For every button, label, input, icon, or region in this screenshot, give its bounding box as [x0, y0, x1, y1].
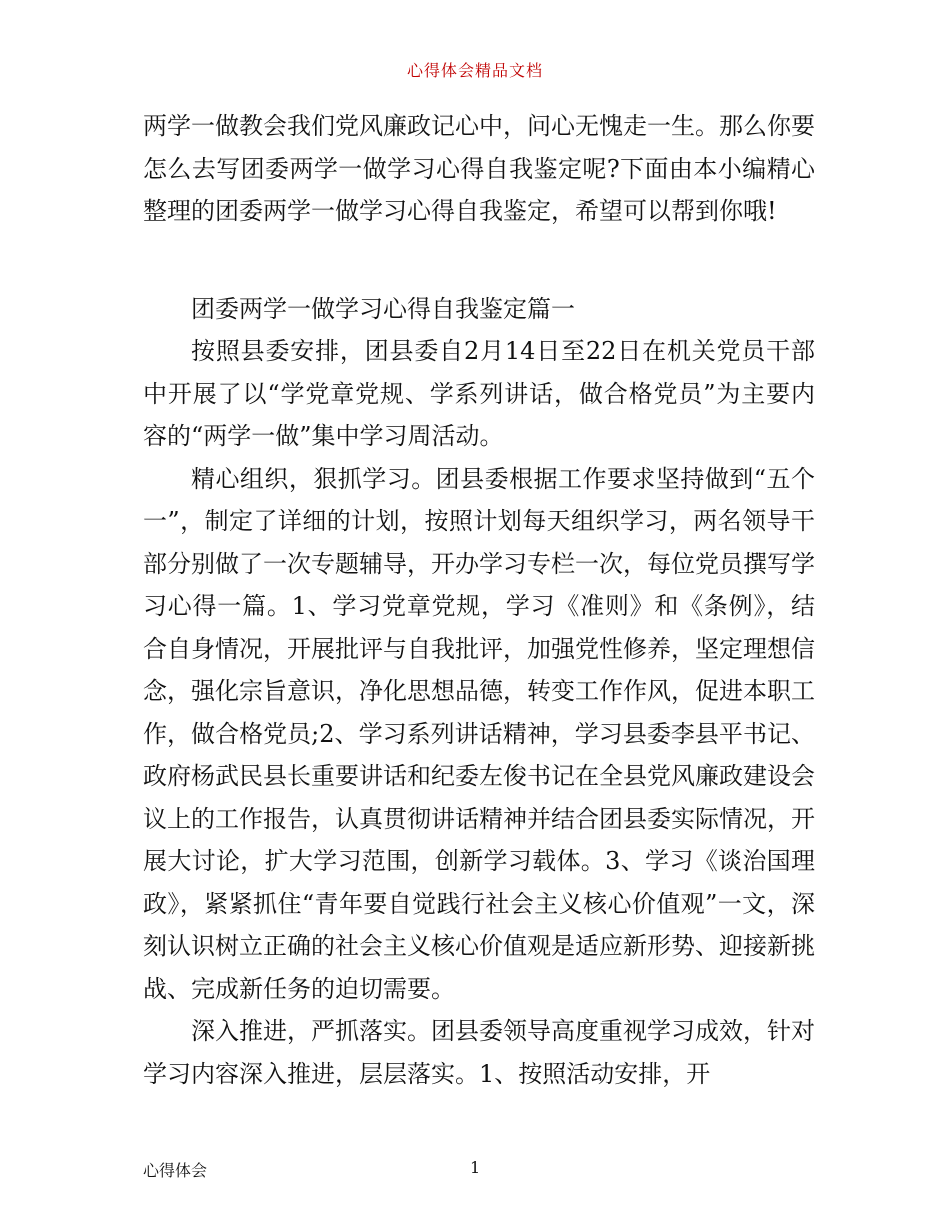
- document-body: [143, 105, 815, 1095]
- intro-paragraph: 两学一做教会我们党风廉政记心中，问心无愧走一生。那么你要怎么去写团委两学一做学习心得自我鉴定呢?下面由本小编精心整理的团委两学一做学习心得自我鉴定，希望可以帮到你哦!: [143, 112, 815, 225]
- page-number: 1: [470, 1158, 481, 1177]
- footer-label: 心得体会: [143, 1161, 208, 1180]
- paragraph-spacer: [143, 233, 815, 288]
- body-paragraph-2: 精心组织，狠抓学习。团县委根据工作要求坚持做到“五个一”，制定了详细的计划，按照计划每天组织学习，两名领导干部分别做了一次专题辅导，开办学习专栏一次，每位党员撰写学习心得一篇。1、学习党章党规，学习《准则》和《条例》，结合自身情况，开展批评与自我批评，加强党性修养，坚定理想信念，强化宗旨意识，净化思想品德，转变工作作风，促进本职工作，做合格党员;2、学习系列讲话精神，学习县委李县平书记、政府杨武民县长重要讲话和纪委左俊书记在全县党风廉政建设会议上的工作报告，认真贯彻讲话精神并结合团县委实际情况，开展大讨论，扩大学习范围，创新学习载体。3、学习《谈治国理政》，紧紧抓住“青年要自觉践行社会主义核心价值观”一文，深刻认识树立正确的社会主义核心价值观是适应新形势、迎接新挑战、完成新任务的迫切需要。: [143, 464, 815, 1003]
- section-title: 团委两学一做学习心得自我鉴定篇一: [191, 294, 575, 323]
- body-paragraph-3: 深入推进，严抓落实。团县委领导高度重视学习成效，针对学习内容深入推进，层层落实。1、按照活动安排，开: [143, 1017, 815, 1088]
- document-header-title: 心得体会精品文档: [406, 61, 543, 80]
- body-paragraph-1: 按照县委安排，团县委自2月14日至22日在机关党员干部中开展了以“学党章党规、学系列讲话，做合格党员”为主要内容的“两学一做”集中学习周活动。: [143, 337, 815, 450]
